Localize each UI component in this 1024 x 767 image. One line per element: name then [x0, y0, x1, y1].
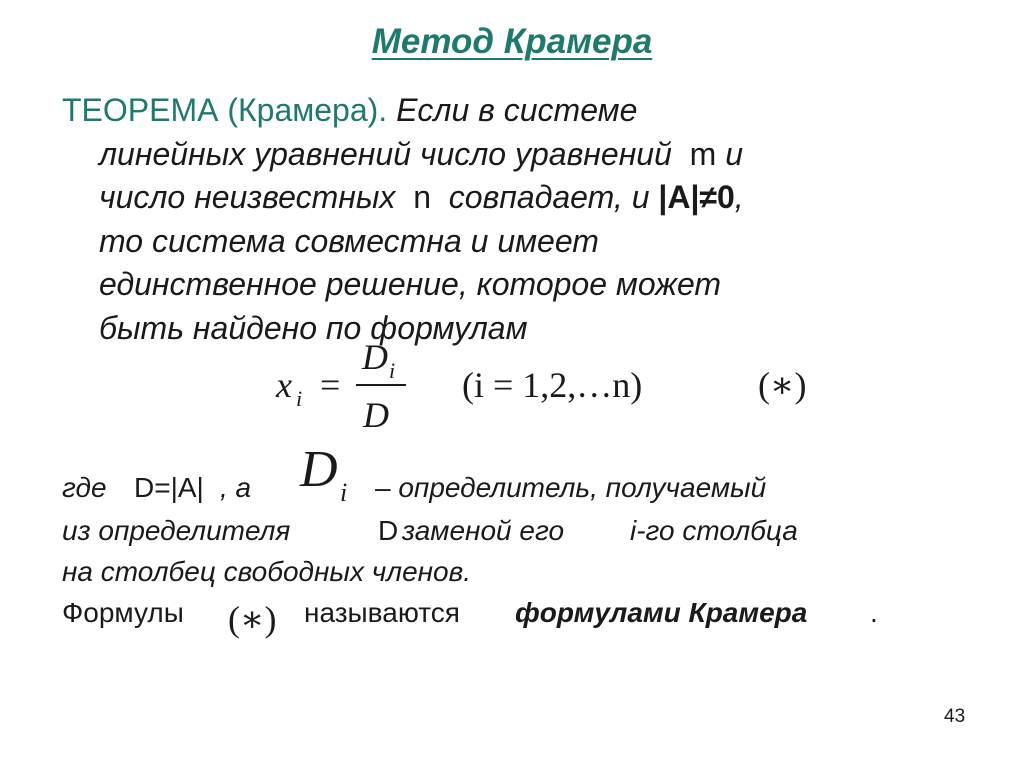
formula-numerator-var: D	[362, 337, 388, 377]
desc-and: , а	[220, 472, 252, 503]
desc-determinant-def: – определитель, получаемый	[375, 472, 767, 503]
theorem-line-3b: совпадает, и	[448, 179, 650, 215]
desc-cramer-formulas: формулами Крамера	[515, 597, 808, 628]
theorem-line-4: то система совместна и имеет	[99, 222, 599, 259]
di-symbol: D	[300, 441, 338, 498]
theorem-line-2a: линейных уравнений число уравнений	[99, 135, 672, 172]
theorem-block	[62, 89, 744, 350]
formula-tag: (∗)	[758, 365, 807, 405]
fraction-bar	[356, 384, 406, 386]
desc-where: где	[62, 472, 107, 503]
det-a: |A|	[658, 179, 700, 215]
formula-lhs-var: x	[276, 365, 292, 405]
var-n: n	[413, 179, 431, 215]
desc-d-eq-det	[134, 472, 204, 504]
formula-denominator: D	[363, 395, 389, 435]
theorem-line-2b: и	[725, 135, 744, 172]
theorem-line-5: единственное решение, которое может	[99, 266, 722, 302]
var-m: m	[689, 135, 717, 172]
theorem-line-6: быть найдено по формулам	[99, 309, 528, 346]
slide-title: Метод Крамера	[371, 22, 653, 61]
desc-line2c: заменой его	[402, 515, 565, 546]
formula-equals: =	[320, 365, 341, 405]
desc-period: .	[870, 597, 878, 628]
desc-line2d: i-го столбца	[630, 515, 798, 546]
desc-line3: на столбец свободных членов.	[62, 556, 472, 587]
desc-formulas-word: Формулы	[62, 597, 184, 628]
desc-d-eq-det-text: D=|A|	[134, 472, 204, 503]
desc-tag: (∗)	[228, 599, 277, 639]
desc-called: называются	[304, 597, 460, 628]
desc-line2-d: D	[378, 515, 399, 546]
desc-line2a: из определителя	[62, 515, 291, 546]
di-subscript: i	[340, 478, 348, 507]
theorem-line-1: Если в системе	[396, 92, 638, 128]
theorem-line-3a: число неизвестных	[99, 179, 396, 215]
formula-numerator-sub: i	[389, 358, 396, 383]
formula-lhs-sub: i	[296, 386, 303, 411]
not-zero: ≠0	[699, 179, 735, 215]
theorem-label: ТЕОРЕМА (Крамера).	[62, 92, 388, 128]
theorem-comma: ,	[734, 179, 744, 215]
formula-range: (i = 1,2,…n)	[462, 365, 643, 405]
page-number: 43	[944, 706, 966, 727]
